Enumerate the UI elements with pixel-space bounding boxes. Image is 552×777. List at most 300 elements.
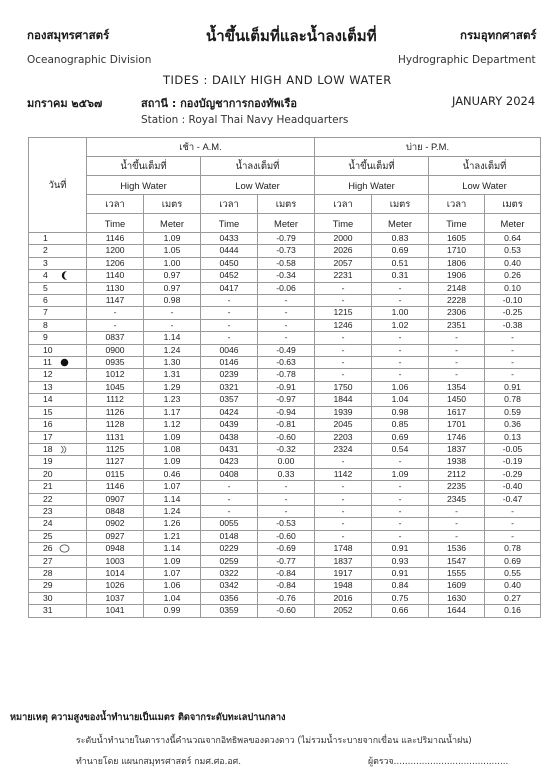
time-cell: 2026	[315, 245, 372, 257]
day-cell	[29, 580, 87, 592]
table-row	[29, 493, 541, 505]
meter-cell: -	[258, 307, 315, 319]
day-cell	[29, 431, 87, 443]
time-cell: -	[315, 518, 372, 530]
meter-cell: -	[144, 319, 201, 331]
note-label: หมายเหตุ ความสูงของน้ำทำนายเป็นเมตร ติดจากระดับทะเลปานกลาง	[10, 712, 286, 723]
agency-left-th: กองสมุทรศาสตร์	[27, 28, 110, 42]
day-number: 18	[43, 443, 53, 454]
meter-cell: 0.36	[485, 419, 541, 431]
title-th: น้ำขึ้นเต็มที่และน้ำลงเต็มที่	[206, 27, 377, 45]
time-cell: 1547	[429, 555, 485, 567]
time-cell: 0321	[201, 381, 258, 393]
time-cell: 0444	[201, 245, 258, 257]
day-number: 15	[43, 406, 53, 417]
time-cell: 0927	[87, 530, 144, 542]
day-header: วันที่	[29, 138, 87, 233]
table-row	[29, 567, 541, 579]
pm-header: บ่าย - P.M.	[315, 138, 541, 157]
time-cell: 1215	[315, 307, 372, 319]
time-cell: 2345	[429, 493, 485, 505]
time-cell: 1746	[429, 431, 485, 443]
meter-cell: -0.78	[258, 369, 315, 381]
time-cell: 1246	[315, 319, 372, 331]
title-en: TIDES : DAILY HIGH AND LOW WATER	[163, 73, 392, 87]
time-cell: 2351	[429, 319, 485, 331]
meter-cell: 1.04	[372, 394, 429, 406]
table-row	[29, 443, 541, 455]
meter-cell: 0.40	[485, 580, 541, 592]
day-number: 23	[43, 505, 53, 516]
meter-cell: -0.32	[258, 443, 315, 455]
am-low-th: น้ำลงเต็มที่	[201, 157, 315, 176]
time-en: Time	[201, 214, 258, 233]
time-cell: 1450	[429, 394, 485, 406]
day-number: 30	[43, 592, 53, 603]
day-cell	[29, 257, 87, 269]
day-cell	[29, 493, 87, 505]
meter-cell: -0.94	[258, 406, 315, 418]
meter-cell: -0.19	[485, 456, 541, 468]
day-number: 7	[43, 307, 48, 318]
meter-cell: -	[485, 530, 541, 542]
time-cell: 1125	[87, 443, 144, 455]
meter-cell: -	[372, 295, 429, 307]
tide-table-body	[29, 233, 541, 618]
time-cell: -	[315, 505, 372, 517]
time-cell: 0848	[87, 505, 144, 517]
table-row	[29, 319, 541, 331]
time-cell: -	[429, 369, 485, 381]
time-cell: -	[429, 518, 485, 530]
day-number: 29	[43, 580, 53, 591]
time-cell: 2324	[315, 443, 372, 455]
time-cell: 0115	[87, 468, 144, 480]
time-cell: 1003	[87, 555, 144, 567]
time-cell: 1536	[429, 543, 485, 555]
day-number: 10	[43, 344, 53, 355]
time-cell: -	[201, 493, 258, 505]
table-row	[29, 592, 541, 604]
meter-cell: -0.91	[258, 381, 315, 393]
am-high-th: น้ำขึ้นเต็มที่	[87, 157, 201, 176]
time-cell: 1701	[429, 419, 485, 431]
meter-cell: 1.02	[372, 319, 429, 331]
meter-cell: -0.29	[485, 468, 541, 480]
day-number: 3	[43, 257, 48, 268]
table-row	[29, 456, 541, 468]
meter-cell: -0.69	[258, 543, 315, 555]
time-cell: 1354	[429, 381, 485, 393]
meter-cell: -	[485, 332, 541, 344]
day-number: 31	[43, 605, 53, 616]
time-cell: 1948	[315, 580, 372, 592]
time-cell: -	[87, 319, 144, 331]
meter-cell: -	[485, 357, 541, 369]
meter-cell: -	[485, 344, 541, 356]
time-cell: 0239	[201, 369, 258, 381]
meter-cell: -0.38	[485, 319, 541, 331]
time-cell: -	[429, 344, 485, 356]
station-th: สถานี : กองบัญชาการกองทัพเรือ	[141, 97, 297, 110]
meter-cell: 0.84	[372, 580, 429, 592]
time-cell: 0423	[201, 456, 258, 468]
meter-cell: -0.97	[258, 394, 315, 406]
time-cell: 1806	[429, 257, 485, 269]
time-cell: 2306	[429, 307, 485, 319]
time-cell: 0431	[201, 443, 258, 455]
meter-cell: 1.08	[144, 443, 201, 455]
meter-cell: -	[485, 369, 541, 381]
time-cell: 2052	[315, 605, 372, 617]
meter-cell: 0.91	[485, 381, 541, 393]
meter-cell: 1.23	[144, 394, 201, 406]
time-cell: 1710	[429, 245, 485, 257]
time-cell: 1012	[87, 369, 144, 381]
meter-cell: 1.06	[372, 381, 429, 393]
time-cell: 1140	[87, 270, 144, 282]
meter-cell: 1.09	[144, 233, 201, 245]
time-cell: 1609	[429, 580, 485, 592]
time-cell: -	[87, 307, 144, 319]
time-cell: -	[201, 332, 258, 344]
table-row	[29, 307, 541, 319]
predicted-by: ทำนายโดย แผนกสมุทรศาสตร์ กมศ.ศอ.อศ.	[76, 757, 242, 767]
meter-cell: -0.76	[258, 592, 315, 604]
meter-cell: -	[372, 369, 429, 381]
time-cell: 1126	[87, 406, 144, 418]
time-cell: 1131	[87, 431, 144, 443]
table-row	[29, 257, 541, 269]
time-cell: -	[315, 456, 372, 468]
time-cell: 1917	[315, 567, 372, 579]
day-cell	[29, 443, 87, 455]
time-cell: 1605	[429, 233, 485, 245]
meter-cell: -	[258, 319, 315, 331]
day-number: 13	[43, 381, 53, 392]
meter-cell: 0.91	[372, 543, 429, 555]
time-en: Time	[429, 214, 485, 233]
day-number: 22	[43, 493, 53, 504]
table-row	[29, 357, 541, 369]
day-number: 14	[43, 394, 53, 405]
meter-cell: 0.26	[485, 270, 541, 282]
time-cell: 0935	[87, 357, 144, 369]
meter-cell: 0.31	[372, 270, 429, 282]
time-en: Time	[315, 214, 372, 233]
agency-right-th: กรมอุทกศาสตร์	[460, 28, 537, 42]
meter-en: Meter	[144, 214, 201, 233]
day-cell	[29, 332, 87, 344]
day-cell	[29, 567, 87, 579]
table-row	[29, 605, 541, 617]
meter-cell: -0.60	[258, 605, 315, 617]
meter-cell: -	[258, 481, 315, 493]
day-number: 11	[43, 357, 52, 368]
day-number: 6	[43, 295, 48, 306]
time-cell: 1906	[429, 270, 485, 282]
meter-cell: -	[372, 493, 429, 505]
time-cell: -	[201, 505, 258, 517]
meter-cell: 0.91	[372, 567, 429, 579]
day-cell	[29, 505, 87, 517]
meter-cell: -	[258, 505, 315, 517]
time-cell: 1837	[315, 555, 372, 567]
time-cell: 2112	[429, 468, 485, 480]
meter-th: เมตร	[372, 195, 429, 214]
time-cell: 0322	[201, 567, 258, 579]
day-number: 19	[43, 456, 53, 467]
meter-cell: -0.81	[258, 419, 315, 431]
pm-high-th: น้ำขึ้นเต็มที่	[315, 157, 429, 176]
day-cell	[29, 381, 87, 393]
day-cell	[29, 456, 87, 468]
day-cell	[29, 344, 87, 356]
time-cell: -	[315, 481, 372, 493]
meter-cell: 0.33	[258, 468, 315, 480]
time-cell: -	[429, 530, 485, 542]
day-number: 28	[43, 567, 53, 578]
time-cell: 0452	[201, 270, 258, 282]
time-cell: 0900	[87, 344, 144, 356]
meter-cell: 0.00	[258, 456, 315, 468]
meter-cell: -0.79	[258, 233, 315, 245]
meter-en: Meter	[485, 214, 541, 233]
table-row	[29, 332, 541, 344]
table-row	[29, 481, 541, 493]
time-cell: 0450	[201, 257, 258, 269]
meter-cell: 0.46	[144, 468, 201, 480]
meter-cell: 0.55	[485, 567, 541, 579]
time-cell: -	[429, 357, 485, 369]
meter-cell: 1.09	[144, 431, 201, 443]
pm-high-en: High Water	[315, 176, 429, 195]
checked-by: ผู้ตรวจ.........................................	[368, 757, 509, 767]
time-cell: 0948	[87, 543, 144, 555]
time-cell: 1939	[315, 406, 372, 418]
time-cell: -	[315, 357, 372, 369]
meter-cell: 1.24	[144, 505, 201, 517]
meter-cell: 1.24	[144, 344, 201, 356]
meter-cell: 1.31	[144, 369, 201, 381]
meter-cell: -	[144, 307, 201, 319]
meter-cell: 0.85	[372, 419, 429, 431]
time-cell: -	[429, 505, 485, 517]
time-cell: -	[429, 332, 485, 344]
meter-cell: -	[372, 530, 429, 542]
time-cell: -	[315, 369, 372, 381]
time-cell: 1146	[87, 233, 144, 245]
meter-cell: 1.17	[144, 406, 201, 418]
table-row	[29, 369, 541, 381]
table-row	[29, 406, 541, 418]
meter-cell: -	[372, 332, 429, 344]
am-low-en: Low Water	[201, 176, 315, 195]
meter-cell: 0.51	[372, 257, 429, 269]
meter-cell: -0.60	[258, 431, 315, 443]
meter-cell: -	[258, 332, 315, 344]
table-row	[29, 580, 541, 592]
day-cell	[29, 282, 87, 294]
meter-cell: 0.99	[144, 605, 201, 617]
meter-cell: -	[372, 481, 429, 493]
meter-cell: -0.47	[485, 493, 541, 505]
meter-cell: 0.78	[485, 543, 541, 555]
time-cell: 1146	[87, 481, 144, 493]
day-number: 8	[43, 319, 48, 330]
meter-cell: 0.97	[144, 282, 201, 294]
day-cell	[29, 481, 87, 493]
meter-cell: -0.05	[485, 443, 541, 455]
meter-cell: -	[485, 505, 541, 517]
meter-cell: -	[258, 295, 315, 307]
meter-cell: 0.64	[485, 233, 541, 245]
note-line-2: ระดับน้ำทำนายในตารางนี้คำนวณจากอิทธิพลของดวงดาว (ไม่รวมน้ำระบายจากเขื่อน และปริมาณน้ำฝน)	[76, 736, 472, 746]
month-th: มกราคม ๒๕๖๗	[27, 97, 103, 110]
time-cell: 1041	[87, 605, 144, 617]
time-th: เวลา	[315, 195, 372, 214]
time-en: Time	[87, 214, 144, 233]
meter-cell: 0.93	[372, 555, 429, 567]
meter-cell: 1.14	[144, 493, 201, 505]
meter-cell: -0.84	[258, 580, 315, 592]
meter-cell: 1.29	[144, 381, 201, 393]
table-row	[29, 233, 541, 245]
meter-cell: -	[372, 505, 429, 517]
day-number: 9	[43, 332, 48, 343]
station-en: Station : Royal Thai Navy Headquarters	[141, 114, 349, 126]
time-cell: 0148	[201, 530, 258, 542]
am-header: เช้า - A.M.	[87, 138, 315, 157]
time-cell: -	[315, 530, 372, 542]
day-number: 17	[43, 431, 53, 442]
time-cell: 1026	[87, 580, 144, 592]
time-cell: 0424	[201, 406, 258, 418]
time-cell: 2231	[315, 270, 372, 282]
day-cell	[29, 555, 87, 567]
day-number: 24	[43, 518, 53, 529]
meter-cell: 0.66	[372, 605, 429, 617]
time-cell: 0342	[201, 580, 258, 592]
day-cell	[29, 245, 87, 257]
meter-cell: -0.40	[485, 481, 541, 493]
day-cell	[29, 394, 87, 406]
meter-cell: 0.75	[372, 592, 429, 604]
time-cell: 0902	[87, 518, 144, 530]
time-cell: -	[201, 319, 258, 331]
meter-cell: -0.06	[258, 282, 315, 294]
time-cell: 1130	[87, 282, 144, 294]
meter-en: Meter	[372, 214, 429, 233]
meter-cell: 1.00	[372, 307, 429, 319]
meter-cell: 1.09	[372, 468, 429, 480]
day-number: 2	[43, 245, 48, 256]
meter-cell: 1.09	[144, 555, 201, 567]
meter-cell: -0.34	[258, 270, 315, 282]
table-row	[29, 419, 541, 431]
table-row	[29, 543, 541, 555]
time-cell: 1014	[87, 567, 144, 579]
time-cell: 1147	[87, 295, 144, 307]
day-number: 12	[43, 369, 53, 380]
meter-cell: 1.26	[144, 518, 201, 530]
time-cell: 0433	[201, 233, 258, 245]
meter-cell: 0.97	[144, 270, 201, 282]
meter-cell: 0.40	[485, 257, 541, 269]
table-row	[29, 468, 541, 480]
meter-cell: -	[372, 344, 429, 356]
time-cell: 1200	[87, 245, 144, 257]
time-cell: 2057	[315, 257, 372, 269]
tide-table	[28, 137, 541, 618]
day-number: 27	[43, 555, 53, 566]
time-cell: 1617	[429, 406, 485, 418]
time-cell: -	[315, 282, 372, 294]
day-cell	[29, 295, 87, 307]
time-cell: 0907	[87, 493, 144, 505]
meter-cell: 1.07	[144, 567, 201, 579]
time-cell: 1206	[87, 257, 144, 269]
day-number: 25	[43, 530, 53, 541]
table-row	[29, 394, 541, 406]
time-cell: 0259	[201, 555, 258, 567]
pm-low-th: น้ำลงเต็มที่	[429, 157, 541, 176]
meter-cell: -0.77	[258, 555, 315, 567]
day-cell	[29, 369, 87, 381]
time-cell: 2235	[429, 481, 485, 493]
time-th: เวลา	[201, 195, 258, 214]
time-cell: 1844	[315, 394, 372, 406]
time-cell: -	[315, 493, 372, 505]
time-cell: 1837	[429, 443, 485, 455]
time-cell: -	[315, 344, 372, 356]
time-cell: 1128	[87, 419, 144, 431]
meter-cell: 0.69	[485, 555, 541, 567]
meter-cell: -0.84	[258, 567, 315, 579]
day-number: 4	[43, 270, 48, 281]
meter-cell: -0.63	[258, 357, 315, 369]
time-cell: 0357	[201, 394, 258, 406]
meter-cell: 0.27	[485, 592, 541, 604]
day-cell	[29, 270, 87, 282]
day-cell	[29, 319, 87, 331]
time-cell: 0229	[201, 543, 258, 555]
time-cell: -	[201, 307, 258, 319]
table-row	[29, 518, 541, 530]
time-cell: 1555	[429, 567, 485, 579]
meter-cell: 1.09	[144, 456, 201, 468]
time-cell: -	[315, 295, 372, 307]
day-number: 21	[43, 481, 53, 492]
meter-cell: 1.30	[144, 357, 201, 369]
meter-cell: -	[258, 493, 315, 505]
meter-th: เมตร	[485, 195, 541, 214]
time-cell: 2203	[315, 431, 372, 443]
time-cell: 0439	[201, 419, 258, 431]
meter-cell: -0.73	[258, 245, 315, 257]
department-en: Hydrographic Department	[398, 54, 536, 66]
table-row	[29, 344, 541, 356]
meter-cell: 0.83	[372, 233, 429, 245]
meter-cell: 1.04	[144, 592, 201, 604]
table-row	[29, 270, 541, 282]
meter-cell: -0.49	[258, 344, 315, 356]
time-cell: 1748	[315, 543, 372, 555]
table-row	[29, 381, 541, 393]
time-th: เวลา	[87, 195, 144, 214]
meter-cell: 1.07	[144, 481, 201, 493]
time-cell: 1045	[87, 381, 144, 393]
